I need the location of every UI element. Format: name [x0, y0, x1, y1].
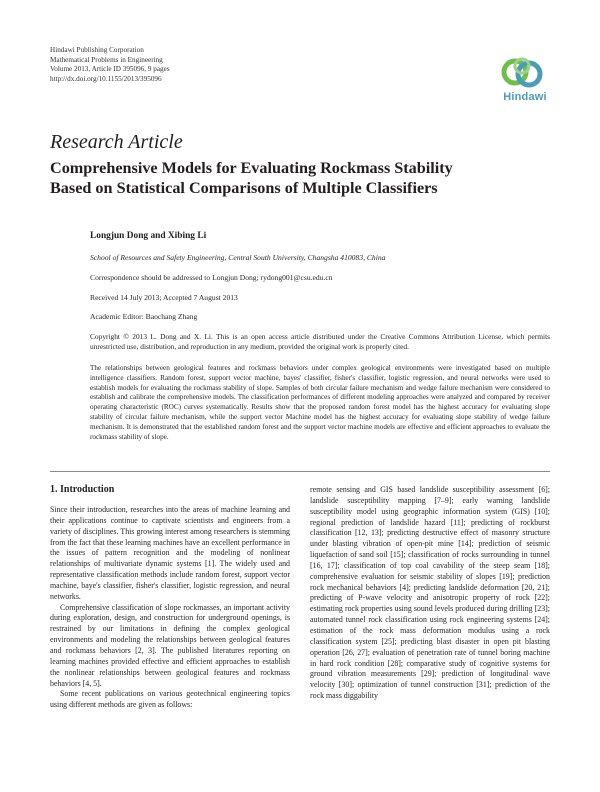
title-line-2: Based on Statistical Comparisons of Multiple Classifiers [50, 179, 438, 197]
journal-name: Mathematical Problems in Engineering [50, 55, 163, 64]
academic-editor: Academic Editor: Baochang Zhang [90, 312, 198, 321]
copyright-notice: Copyright © 2013 L. Dong and X. Li. This is an open access article distributed under the Creative Commons Attribution License, which permits unrestricted use, distribution, and reproduction in any medium, provided the original work is properly cited. [90, 332, 550, 351]
section-divider [50, 471, 550, 472]
journal-header [50, 46, 170, 84]
intro-paragraph-1: Since their introduction, researches into the areas of machine learning and their applications continue to captivate scientists and engineers from a variety of disciplines. This growing interest among researchers is stemming from the fact that these learning machines have an excellent performance in the issues of pattern recognition and the modeling of nonlinear relationships of multivariate dynamic systems [1]. The widely used and representative classification methods include random forest, support vector machine, baye's classifier, fisher's classifier, logistic regression, and neural networks. [50, 505, 290, 601]
doi-link[interactable]: http://dx.doi.org/10.1155/2013/395096 [50, 74, 162, 83]
dates: Received 14 July 2013; Accepted 7 August 2013 [90, 293, 238, 302]
publisher-name: Hindawi Publishing Corporation [50, 46, 144, 54]
affiliation: School of Resources and Safety Engineering, Central South University, Changsha 410083, China [90, 253, 386, 262]
intro-paragraph-continued: remote sensing and GIS based landslide susceptibility assessment [6]; landslide susceptibility mapping [7–9]; early warning landslide susceptibility model using geographic information system (GIS) [10]; regional prediction of landslide hazard [11]; predicting of rockburst classification [12, 13]; predicting destructive effect of masonry structure under blasting vibration of open-pit mine [14]; prediction of seismic liquefaction of sand soil [15]; classification of rocks surrounding in tunnel [16, 17]; classification of top coal cavability of the steep seam [18]; comprehensive evaluation for seismic stability of slopes [19]; prediction rock mechanical behaviors [4]; predicting landslide deformation [20, 21]; predicting of P-wave velocity and anisotropic property of rock [22]; estimating rock properties using sound levels produced during drilling [23]; automated tunnel rock classification using rock engineering systems [24]; estimation of the rock mass deformation modulus using a rock classification system [25]; predicting blast disaster in open pit blasting operation [26, 27]; evaluation of penetration rate of tunnel boring machine in hard rock condition [28]; comparative study of cognitive systems for ground vibration measurements [29]; prediction of longitudinal wave velocity [30]; optimization of tunnel construction [31]; prediction of the rock mass diggability [310, 485, 550, 701]
authors: Longjun Dong and Xibing Li [90, 231, 207, 241]
title-line-1: Comprehensive Models for Evaluating Rockmass Stability [50, 159, 453, 177]
abstract: The relationships between geological features and rockmass behaviors under complex geological environments were investigated based on multiple intelligence classifiers. Random forest, support vector machine, bayes' classifier, fisher's classifier, logistic regression, and neural networks were used to establish models for evaluating the rockmass stability of slope. Samples of both circular failure mechanism and wedge failure mechanism were considered to establish and calibrate the comprehensive models. The classification performances of different modeling approaches were analyzed and compared by receiver operating characteristic (ROC) curves systematically. Results show that the proposed random forest model has the highest accuracy for evaluating slope stability of circular failure mechanism, while the support vector Machine model has the highest accuracy for evaluating slope stability of wedge failure mechanism. It is demonstrated that the established random forest and the support vector machine models are effective and efficient approaches to evaluate the rockmass stability of slope. [90, 364, 550, 441]
article-type: Research Article [50, 131, 183, 153]
left-column [50, 505, 290, 711]
right-column [310, 485, 550, 702]
paper-title [50, 158, 550, 198]
hindawi-logo-text: Hindawi [503, 91, 547, 103]
intro-paragraph-2: Comprehensive classification of slope rockmasses, an important activity during exploration, design, and construction for underground openings, is restrained by our limitations in defining the complex geological environments and modeling the relationships between geological features and rockmass behaviors [2, 3]. The published literatures reporting on learning machines provided effective and efficient approaches to establish the nonlinear relationships between geological features and rockmass behaviors [4, 5]. [50, 602, 290, 688]
section-heading: 1. Introduction [50, 484, 115, 495]
volume-info: Volume 2013, Article ID 395096, 9 pages [50, 65, 170, 74]
intro-paragraph-3: Some recent publications on various geotechnical engineering topics using different methods are given as follows: [50, 689, 290, 710]
correspondence: Correspondence should be addressed to Longjun Dong; rydong001@csu.edu.cn [90, 273, 333, 282]
